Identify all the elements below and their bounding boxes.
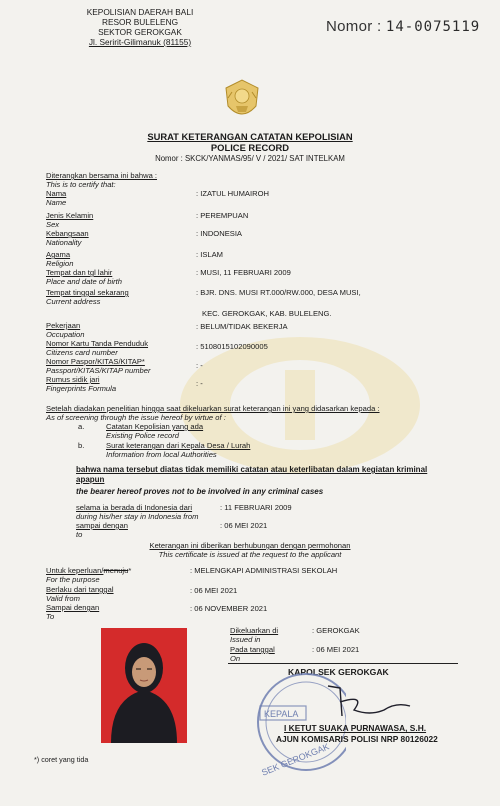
field-value-religion: : ISLAM [196, 250, 224, 259]
serial-value: 14-0075119 [385, 19, 481, 35]
issuer-address: Jl. Seririt-Gilimanuk (81155) [88, 37, 192, 47]
issued-on-value: : 06 MEI 2021 [312, 645, 360, 654]
stamp-text-bottom: SEK GEROKGAK [260, 741, 331, 778]
issuer-line-3: SEKTOR GEROKGAK [98, 27, 182, 37]
request-text-english: This certificate is issued at the request to the applicant [158, 550, 342, 559]
field-label-fingerprint-en: Fingerprints Formula [46, 384, 117, 393]
field-label-occupation-en: Occupation [46, 330, 85, 339]
field-value-name: : IZATUL HUMAIROH [196, 189, 269, 198]
serial-label: Nomor : [326, 18, 382, 35]
screening-item-b-mark: b. [78, 441, 85, 450]
field-value-sex: : PEREMPUAN [196, 211, 249, 220]
field-value-nationality: : INDONESIA [196, 229, 242, 238]
issued-at-value: : GEROKGAK [312, 626, 360, 635]
field-label-address: Tempat tinggal sekarang [46, 288, 129, 297]
stay-from-label: selama ia berada di Indonesia dari [76, 503, 193, 512]
signatory-name: I KETUT SUAKA PURNAWASA, S.H. [284, 723, 427, 733]
field-label-religion-en: Religion [46, 259, 74, 268]
intro-text: Diterangkan bersama ini bahwa : [46, 171, 158, 180]
issued-on-label: Pada tanggal [230, 645, 275, 654]
field-label-address-en: Current address [46, 297, 101, 306]
screening-item-a-english: Existing Police record [106, 431, 180, 440]
screening-text-english: As of screening through the issue hereof by virtue of : [46, 413, 226, 422]
police-emblem-icon [218, 76, 266, 124]
field-label-nationality-en: Nationality [46, 238, 82, 247]
field-label-id-number-en: Citizens card number [46, 348, 118, 357]
field-label-id-number: Nomor Kartu Tanda Penduduk [46, 339, 149, 348]
field-label-passport: Nomor Paspor/KITAS/KITAP* [46, 357, 145, 366]
statement-line-1: bahwa nama tersebut diatas tidak memiliki catatan atau keterlibatan dalam kegiatan kriminal [76, 465, 428, 474]
field-label-passport-en: Passport/KITAS/KITAP number [46, 366, 151, 375]
field-label-birth-en: Place and date of birth [46, 277, 122, 286]
valid-from-label-english: Valid from [46, 594, 80, 603]
signature-icon [310, 680, 430, 725]
purpose-label-text: Untuk keperluan/ [46, 566, 104, 575]
stay-from-value: : 11 FEBRUARI 2009 [220, 503, 292, 512]
valid-from-value: : 06 MEI 2021 [190, 586, 238, 595]
stay-to-value: : 06 MEI 2021 [220, 521, 268, 530]
request-text: Keterangan ini diberikan berhubungan dengan permohonan [149, 541, 351, 550]
issued-at-label: Dikeluarkan di [230, 626, 279, 635]
document-title-english: POLICE RECORD [210, 142, 290, 153]
valid-to-value: : 06 NOVEMBER 2021 [190, 604, 268, 613]
applicant-portrait-icon [101, 628, 187, 743]
applicant-photo [101, 628, 187, 743]
stamp-text-top: KEPALA [264, 709, 299, 719]
field-label-nationality: Kebangsaan [46, 229, 89, 238]
screening-item-b: Surat keterangan dari Kepala Desa / Lurah [106, 441, 251, 450]
field-label-name: Nama [46, 189, 67, 198]
signatory-rank: AJUN KOMISARIS POLISI NRP 80126022 [276, 734, 438, 744]
stay-to-label-english: to [76, 530, 83, 539]
field-label-religion: Agama [46, 250, 71, 259]
issuer-line-1: KEPOLISIAN DAERAH BALI [86, 7, 194, 17]
purpose-label-asterisk: * [128, 566, 132, 575]
valid-to-label-english: To [46, 612, 55, 621]
field-value-birth: : MUSI, 11 FEBRUARI 2009 [196, 268, 291, 277]
issuer-header [78, 7, 202, 47]
purpose-label-struck: menuju [103, 566, 129, 575]
screening-item-b-english: Information from local Authorities [106, 450, 217, 459]
intro-text-english: This is to certify that: [46, 180, 116, 189]
purpose-label-english: For the purpose [46, 575, 100, 584]
valid-to-label: Sampai dengan [46, 603, 100, 612]
statement-english: the bearer hereof proves not to be involved in any criminal cases [76, 487, 324, 496]
valid-from-label: Berlaku dari tanggal [46, 585, 114, 594]
issuer-line-2: RESOR BULELENG [101, 17, 179, 27]
stay-from-label-english: during his/her stay in Indonesia from [76, 512, 199, 521]
statement-line-2: apapun [76, 475, 105, 484]
stay-to-label: sampai dengan [76, 521, 128, 530]
field-value-fingerprint: : - [196, 379, 203, 388]
field-label-sex-en: Sex [46, 220, 60, 229]
serial-number [326, 18, 480, 35]
field-label-birth: Tempat dan tgl lahir [46, 268, 113, 277]
document-title: SURAT KETERANGAN CATATAN KEPOLISIAN [147, 131, 353, 142]
screening-text: Setelah diadakan penelitian hingga saat dikeluarkan surat keterangan ini yang didasarkan kepada : [46, 404, 380, 413]
purpose-value: : MELENGKAPI ADMINISTRASI SEKOLAH [190, 566, 338, 575]
field-value-occupation: : BELUM/TIDAK BEKERJA [196, 322, 288, 331]
purpose-label [46, 566, 131, 575]
field-value-address: : BJR. DNS. MUSI RT.000/RW.000, DESA MUSI, [196, 288, 361, 297]
issued-on-label-english: On [230, 654, 241, 663]
field-value-id-number: : 5108015102090005 [196, 342, 268, 351]
field-value-address-line2: KEC. GEROKGAK, KAB. BULELENG. [202, 309, 332, 318]
screening-item-a: Catatan Kepolisian yang ada [106, 422, 204, 431]
screening-item-a-mark: a. [78, 422, 85, 431]
field-value-passport: : - [196, 361, 203, 370]
field-label-sex: Jenis Kelamin [46, 211, 94, 220]
document-number: Nomor : SKCK/YANMAS/95/ V / 2021/ SAT INTELKAM [155, 154, 345, 163]
field-label-occupation: Pekerjaan [46, 321, 81, 330]
issued-at-label-english: Issued in [230, 635, 261, 644]
field-label-name-en: Name [46, 198, 67, 207]
footnote: *) coret yang tida [34, 755, 89, 764]
signatory-office: KAPOLSEK GEROKGAK [288, 667, 389, 677]
field-label-fingerprint: Rumus sidik jari [46, 375, 100, 384]
